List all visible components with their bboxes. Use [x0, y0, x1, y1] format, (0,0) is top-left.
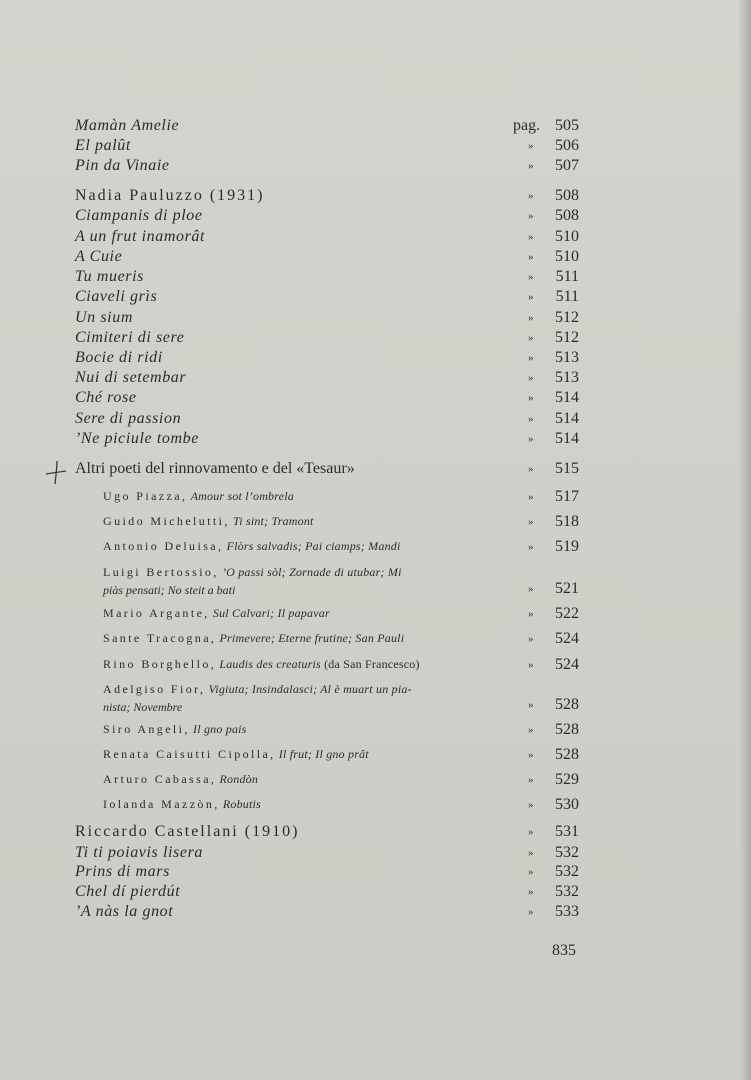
entry-title: Nui di setembar — [75, 369, 187, 386]
entry-title: Cimiteri di sere — [75, 329, 185, 346]
toc-entry — [0, 843, 751, 863]
poem-source-note: (da San Francesco) — [320, 657, 420, 671]
page-prefix: » — [528, 826, 534, 838]
toc-entry — [0, 136, 751, 156]
toc-entry — [0, 409, 751, 429]
page-number: 532 — [555, 883, 579, 900]
entry-title: Ti ti poiavis lisera — [75, 844, 204, 861]
entry-title: ’A nàs la gnot — [75, 903, 174, 920]
entry-title: Prins di mars — [75, 863, 170, 880]
poet-entry — [0, 680, 751, 720]
toc-entry — [0, 348, 751, 368]
toc-entry — [0, 902, 751, 922]
toc-entry — [0, 882, 751, 902]
poem-titles: Primevere; Eterne frutine; San Pauli — [219, 631, 405, 645]
page-prefix: » — [528, 541, 534, 553]
poet-entry — [0, 795, 751, 815]
page-prefix: pag. — [513, 117, 541, 134]
toc-entry — [0, 267, 751, 287]
poet-name: Mario Argante, — [103, 606, 210, 620]
page-number: 514 — [555, 389, 579, 406]
toc-entry — [0, 156, 751, 176]
poem-titles: Il frut; Il gno prât — [278, 747, 369, 761]
poet-name: Rino Borghello, — [103, 657, 217, 671]
toc-entry — [0, 247, 751, 267]
toc-entry — [0, 206, 751, 226]
entry-title: Ché rose — [75, 389, 137, 406]
entry-title: Ciaveli grìs — [75, 288, 158, 305]
toc-entry — [0, 287, 751, 307]
poet-entry — [0, 629, 751, 649]
page-number: 524 — [555, 630, 579, 647]
toc-entry — [0, 308, 751, 328]
page-prefix: » — [528, 699, 534, 711]
poet-entry — [0, 720, 751, 740]
page-prefix: » — [528, 372, 534, 384]
author-heading — [0, 186, 751, 206]
page-number: 515 — [555, 460, 579, 477]
page-prefix: » — [528, 491, 534, 503]
section-title: Altri poeti del rinnovamento e del «Tesaur» — [75, 460, 355, 477]
poem-titles: Amour sot l’ombrela — [190, 489, 294, 503]
author-heading — [0, 822, 751, 842]
poet-name: Guido Michelutti, — [103, 514, 230, 528]
page-prefix: » — [528, 312, 534, 324]
page-prefix: » — [528, 847, 534, 859]
page-folio-number: 835 — [552, 942, 576, 959]
poet-name: Iolanda Mazzòn, — [103, 797, 220, 811]
page-number: 528 — [555, 746, 579, 763]
page-prefix: » — [528, 352, 534, 364]
page-prefix: » — [528, 886, 534, 898]
page-prefix: » — [528, 866, 534, 878]
toc-entry — [0, 116, 751, 136]
page-number: 514 — [555, 410, 579, 427]
page-number: 519 — [555, 538, 579, 555]
entry-title: Sere di passion — [75, 410, 182, 427]
page-number: 512 — [555, 309, 579, 326]
poem-titles: Vigiuta; Insindalasci; Al è muart un pia- — [208, 682, 412, 696]
poem-titles: ’O passi sòl; Zornade di utubar; Mi — [221, 565, 402, 579]
page-prefix: » — [528, 231, 534, 243]
toc-entry — [0, 328, 751, 348]
poem-titles: Ti sint; Tramont — [233, 514, 314, 528]
section-heading — [0, 459, 751, 479]
author-name: Riccardo Castellani (1910) — [75, 823, 300, 840]
poem-titles-continued: piàs pensati; No steit a bati — [103, 583, 236, 597]
page-prefix: » — [528, 608, 534, 620]
entry-title: El palût — [75, 137, 131, 154]
page-prefix: » — [528, 724, 534, 736]
page-number: 510 — [555, 228, 579, 245]
poet-name: Luigi Bertossio, — [103, 565, 219, 579]
page-prefix: » — [528, 749, 534, 761]
entry-title: Chel dí pierdút — [75, 883, 181, 900]
entry-title: A un frut inamorât — [75, 228, 206, 245]
page-number: 529 — [555, 771, 579, 788]
page-number: 528 — [555, 696, 579, 713]
poem-titles: Rondòn — [219, 772, 259, 786]
page-prefix: » — [528, 190, 534, 202]
poem-titles: Robutis — [222, 797, 261, 811]
toc-entry — [0, 388, 751, 408]
page-number: 522 — [555, 605, 579, 622]
poet-name: Renata Caisutti Cipolla, — [103, 747, 276, 761]
toc-entry — [0, 429, 751, 449]
poet-name: Adelgiso Fior, — [103, 682, 206, 696]
page-number: 532 — [555, 863, 579, 880]
page-number: 512 — [555, 329, 579, 346]
toc-entry — [0, 368, 751, 388]
page-prefix: » — [528, 291, 534, 303]
poem-titles: Sul Calvari; Il papavar — [212, 606, 330, 620]
page-prefix: » — [528, 516, 534, 528]
page-number: 518 — [555, 513, 579, 530]
page-prefix: » — [528, 413, 534, 425]
entry-title: ’Ne piciule tombe — [75, 430, 199, 447]
toc-entry — [0, 227, 751, 247]
poet-entry — [0, 745, 751, 765]
poet-entry — [0, 770, 751, 790]
page-number: 508 — [555, 207, 579, 224]
entry-title: Mamàn Amelie — [75, 117, 180, 134]
entry-title: Ciampanis di ploe — [75, 207, 203, 224]
page-prefix: » — [528, 271, 534, 283]
poet-name: Siro Angeli, — [103, 722, 190, 736]
author-name: Nadia Pauluzzo (1931) — [75, 187, 265, 204]
page-prefix: » — [528, 583, 534, 595]
page-number: 530 — [555, 796, 579, 813]
poet-entry — [0, 487, 751, 507]
poet-name: Sante Tracogna, — [103, 631, 217, 645]
page-number: 532 — [555, 844, 579, 861]
page-prefix: » — [528, 210, 534, 222]
entry-title: Pin da Vinaie — [75, 157, 170, 174]
page-number: 511 — [555, 268, 579, 285]
poem-titles-continued: nista; Novembre — [103, 700, 183, 714]
poet-name: Arturo Cabassa, — [103, 772, 217, 786]
page-number: 531 — [555, 823, 579, 840]
page-number: 507 — [555, 157, 579, 174]
entry-title: Bocie di ridi — [75, 349, 163, 366]
page-prefix: » — [528, 633, 534, 645]
page-number: 511 — [555, 288, 579, 305]
page-prefix: » — [528, 160, 534, 172]
page-prefix: » — [528, 433, 534, 445]
page-number: 524 — [555, 656, 579, 673]
poet-entry — [0, 655, 751, 675]
toc-entry — [0, 862, 751, 882]
page-number: 528 — [555, 721, 579, 738]
poet-name: Ugo Piazza, — [103, 489, 188, 503]
page-prefix: » — [528, 251, 534, 263]
page-number: 513 — [555, 369, 579, 386]
poet-entry — [0, 604, 751, 624]
page-prefix: » — [528, 392, 534, 404]
page-number: 506 — [555, 137, 579, 154]
page-number: 510 — [555, 248, 579, 265]
page-number: 533 — [555, 903, 579, 920]
page-prefix: » — [528, 906, 534, 918]
page-prefix: » — [528, 774, 534, 786]
page-number: 521 — [555, 580, 579, 597]
page-prefix: » — [528, 332, 534, 344]
page-number: 505 — [555, 117, 579, 134]
poem-titles: Il gno pais — [193, 722, 247, 736]
entry-title: Tu mueris — [75, 268, 144, 285]
page-prefix: » — [528, 799, 534, 811]
page-prefix: » — [528, 659, 534, 671]
poet-entry — [0, 563, 751, 603]
poet-entry — [0, 512, 751, 532]
page-number: 513 — [555, 349, 579, 366]
page-number: 508 — [555, 187, 579, 204]
poem-titles: Flòrs salvadis; Pai ciamps; Mandi — [226, 539, 401, 553]
page-prefix: » — [528, 140, 534, 152]
page-prefix: » — [528, 463, 534, 475]
page-number: 517 — [555, 488, 579, 505]
poem-titles: Laudis des creaturis — [219, 657, 321, 671]
entry-title: Un sium — [75, 309, 133, 326]
page-number: 514 — [555, 430, 579, 447]
entry-title: A Cuie — [75, 248, 123, 265]
poet-name: Antonio Deluisa, — [103, 539, 224, 553]
poet-entry — [0, 537, 751, 557]
